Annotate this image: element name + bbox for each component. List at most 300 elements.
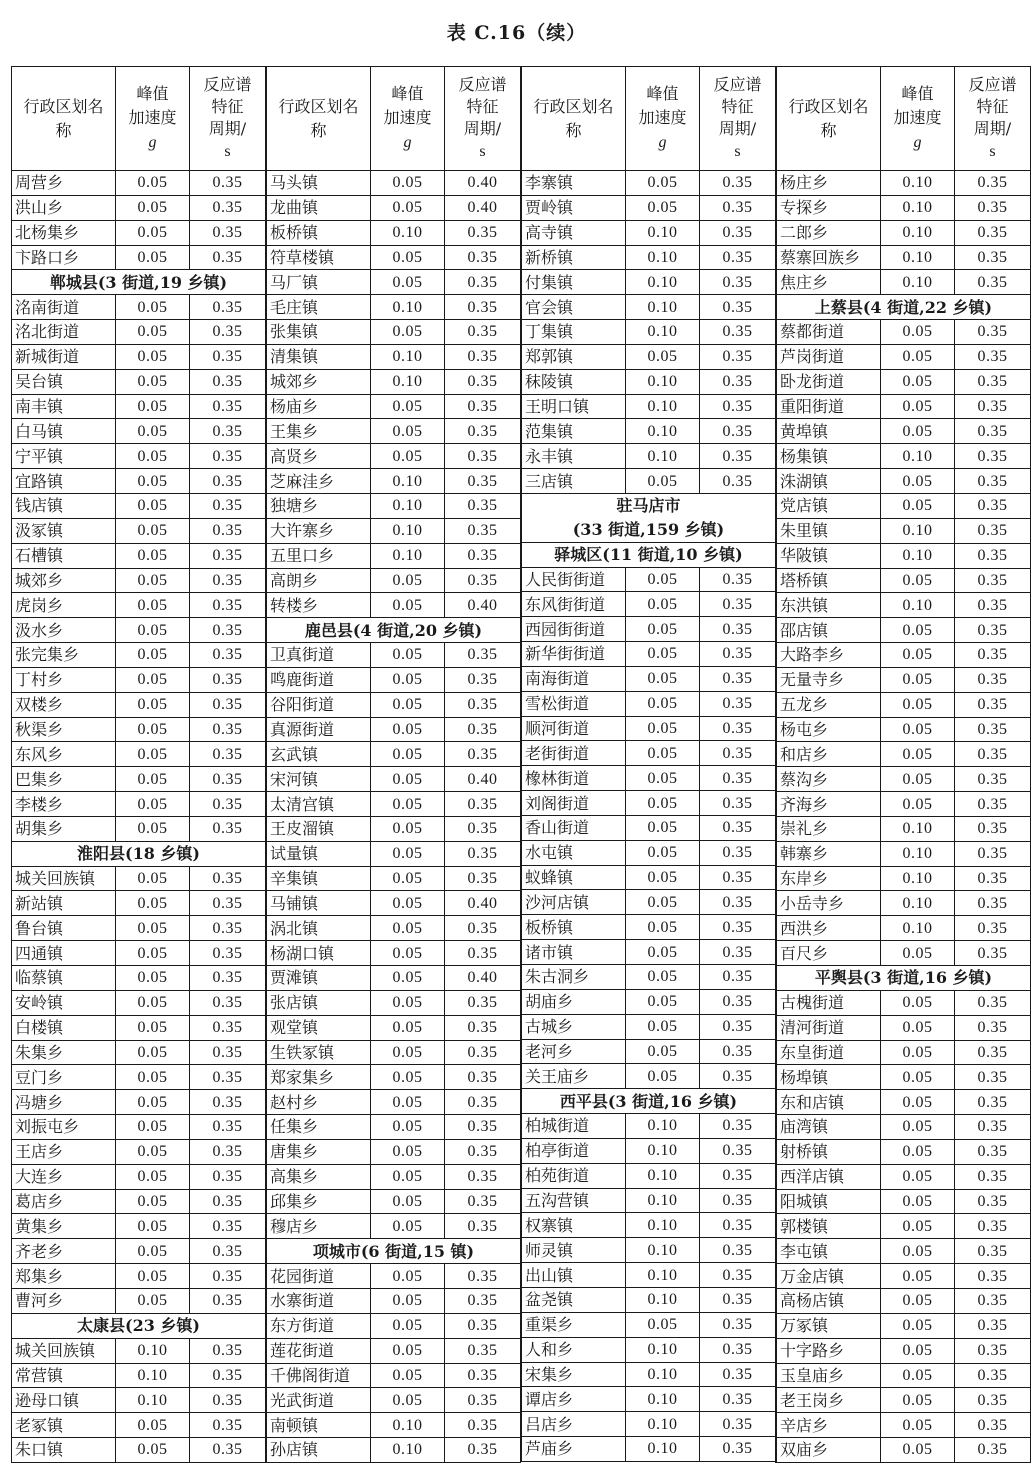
county-header: 上蔡县(4 街道,22 乡镇) (777, 295, 1031, 320)
table-row (12, 816, 266, 841)
table-row (267, 916, 521, 941)
area-name: 官会镇 (522, 295, 626, 320)
pga-value: 0.05 (371, 667, 445, 692)
city-header-row (522, 518, 776, 542)
period-value: 0.35 (700, 766, 776, 791)
area-name: 汲水乡 (12, 618, 116, 643)
area-name: 东洪镇 (777, 593, 881, 618)
pga-value: 0.05 (116, 1189, 190, 1214)
table-row (777, 891, 1031, 916)
period-value: 0.35 (445, 1065, 521, 1090)
area-name: 杨庙乡 (267, 394, 371, 419)
pga-value: 0.05 (116, 493, 190, 518)
table-row (12, 941, 266, 966)
group-header-row (522, 1089, 776, 1114)
pga-value: 0.05 (116, 1214, 190, 1239)
table-row (12, 543, 266, 568)
group-header-row (267, 618, 521, 643)
area-name: 宁平镇 (12, 444, 116, 469)
pga-value: 0.05 (371, 767, 445, 792)
area-name: 南顿镇 (267, 1413, 371, 1438)
area-name: 太清宫镇 (267, 792, 371, 817)
period-value: 0.35 (955, 1015, 1031, 1040)
period-value: 0.35 (445, 1189, 521, 1214)
period-value: 0.35 (190, 767, 266, 792)
period-value: 0.35 (445, 916, 521, 941)
period-value: 0.35 (955, 667, 1031, 692)
period-value: 0.35 (445, 1115, 521, 1140)
table-row (522, 220, 776, 245)
area-name: 鲁台镇 (12, 916, 116, 941)
table-row (522, 1138, 776, 1163)
table-row (267, 667, 521, 692)
pga-value: 0.05 (116, 593, 190, 618)
pga-value: 0.10 (626, 394, 700, 419)
pga-value: 0.05 (116, 220, 190, 245)
pga-value: 0.05 (116, 990, 190, 1015)
county-header: 项城市(6 街道,15 镇) (267, 1239, 521, 1264)
area-name: 高贤乡 (267, 444, 371, 469)
table-row (777, 1214, 1031, 1239)
table-row (777, 816, 1031, 841)
period-value: 0.35 (445, 990, 521, 1015)
pga-value: 0.05 (881, 419, 955, 444)
period-value: 0.35 (955, 692, 1031, 717)
area-name: 权寨镇 (522, 1213, 626, 1238)
table-row (522, 666, 776, 691)
period-value: 0.35 (190, 419, 266, 444)
period-value: 0.35 (700, 1263, 776, 1288)
pga-value: 0.05 (626, 592, 700, 617)
period-value: 0.35 (190, 966, 266, 991)
table-row (267, 543, 521, 568)
table-row (777, 220, 1031, 245)
period-value: 0.35 (445, 866, 521, 891)
period-value: 0.35 (445, 792, 521, 817)
pga-value: 0.10 (626, 1412, 700, 1437)
area-name: 秣陵镇 (522, 369, 626, 394)
period-value: 0.35 (190, 1139, 266, 1164)
area-name: 城关回族镇 (12, 1338, 116, 1363)
pga-value: 0.10 (371, 469, 445, 494)
table-row (12, 518, 266, 543)
pga-value: 0.05 (371, 1065, 445, 1090)
pga-value: 0.05 (116, 792, 190, 817)
table-row (267, 941, 521, 966)
pga-value: 0.10 (626, 1362, 700, 1387)
table-row (522, 295, 776, 320)
period-value: 0.35 (955, 916, 1031, 941)
table-row (12, 1040, 266, 1065)
pga-value: 0.05 (371, 444, 445, 469)
pga-value: 0.05 (371, 891, 445, 916)
pga-value: 0.05 (881, 1090, 955, 1115)
area-name: 朱古洞乡 (522, 965, 626, 990)
pga-value: 0.05 (371, 816, 445, 841)
table-row (12, 1288, 266, 1313)
pga-value: 0.05 (881, 469, 955, 494)
area-name: 五里口乡 (267, 543, 371, 568)
pga-value: 0.10 (626, 1138, 700, 1163)
area-name: 高集乡 (267, 1164, 371, 1189)
pga-value: 0.10 (371, 493, 445, 518)
period-value: 0.35 (700, 1064, 776, 1089)
table-row (267, 742, 521, 767)
area-name: 刘阁街道 (522, 791, 626, 816)
area-name: 五沟营镇 (522, 1188, 626, 1213)
county-header: 鹿邑县(4 街道,20 乡镇) (267, 618, 521, 643)
period-value: 0.35 (955, 1239, 1031, 1264)
period-value: 0.35 (955, 1164, 1031, 1189)
period-value: 0.35 (190, 369, 266, 394)
area-name: 马厂镇 (267, 270, 371, 295)
pga-value: 0.05 (371, 195, 445, 220)
pga-value: 0.05 (626, 691, 700, 716)
area-name: 人民街街道 (522, 567, 626, 592)
table-title: 表 C.16（续） (446, 22, 587, 44)
period-value: 0.35 (955, 1438, 1031, 1463)
period-value: 0.35 (190, 344, 266, 369)
table-row (777, 1189, 1031, 1214)
table-row (777, 245, 1031, 270)
pga-value: 0.10 (881, 270, 955, 295)
table-row (777, 1164, 1031, 1189)
area-name: 朱里镇 (777, 518, 881, 543)
area-name: 焦庄乡 (777, 270, 881, 295)
pga-value: 0.10 (371, 543, 445, 568)
table-row (12, 742, 266, 767)
area-name: 常营镇 (12, 1363, 116, 1388)
period-value: 0.35 (190, 1164, 266, 1189)
pga-value: 0.10 (881, 916, 955, 941)
pga-value: 0.10 (881, 543, 955, 568)
table-row (12, 1115, 266, 1140)
group-header-row (522, 542, 776, 567)
table-row (777, 792, 1031, 817)
pga-value: 0.05 (881, 667, 955, 692)
pga-value: 0.10 (626, 1387, 700, 1412)
table-row (12, 1338, 266, 1363)
period-value: 0.35 (190, 469, 266, 494)
pga-value: 0.10 (881, 891, 955, 916)
pga-value: 0.10 (371, 344, 445, 369)
period-value: 0.35 (445, 369, 521, 394)
area-name: 马头镇 (267, 171, 371, 196)
area-name: 新华街街道 (522, 642, 626, 667)
table-row (777, 667, 1031, 692)
table-row (777, 171, 1031, 196)
area-name: 丁集镇 (522, 320, 626, 345)
table-row (522, 1163, 776, 1188)
area-name: 生铁冢镇 (267, 1040, 371, 1065)
period-value: 0.35 (445, 493, 521, 518)
pga-value: 0.05 (371, 1164, 445, 1189)
period-value: 0.35 (190, 667, 266, 692)
area-name: 蔡都街道 (777, 320, 881, 345)
period-value: 0.35 (445, 1015, 521, 1040)
period-value: 0.35 (700, 245, 776, 270)
table-row (522, 617, 776, 642)
period-value: 0.35 (955, 866, 1031, 891)
pga-value: 0.10 (881, 245, 955, 270)
table-row (522, 766, 776, 791)
table-row (267, 419, 521, 444)
table-row (267, 444, 521, 469)
pga-value: 0.05 (371, 270, 445, 295)
area-name: 关王庙乡 (522, 1064, 626, 1089)
pga-value: 0.05 (116, 1090, 190, 1115)
area-name: 洙湖镇 (777, 469, 881, 494)
table-row (267, 1164, 521, 1189)
pga-value: 0.05 (626, 1312, 700, 1337)
area-name: 胡庙乡 (522, 989, 626, 1014)
table-row (267, 792, 521, 817)
period-value: 0.35 (190, 1189, 266, 1214)
table-row (267, 1438, 521, 1463)
period-value: 0.35 (955, 1413, 1031, 1438)
table-row (12, 767, 266, 792)
period-value: 0.35 (445, 1313, 521, 1338)
period-value: 0.35 (190, 643, 266, 668)
area-name: 马铺镇 (267, 891, 371, 916)
table-row (12, 419, 266, 444)
table-row (777, 692, 1031, 717)
period-value: 0.35 (955, 270, 1031, 295)
table-row (522, 965, 776, 990)
pga-value: 0.10 (626, 1287, 700, 1312)
pga-value: 0.05 (371, 717, 445, 742)
area-name: 涡北镇 (267, 916, 371, 941)
period-value: 0.35 (955, 990, 1031, 1015)
table-row (522, 270, 776, 295)
header-name: 行政区划名 称 (522, 67, 626, 171)
period-value: 0.35 (190, 916, 266, 941)
table-row (777, 320, 1031, 345)
pga-value: 0.05 (626, 469, 700, 494)
pga-value: 0.05 (881, 1115, 955, 1140)
area-name: 试量镇 (267, 841, 371, 866)
pga-value: 0.05 (626, 791, 700, 816)
table-row (522, 320, 776, 345)
period-value: 0.35 (700, 1039, 776, 1064)
area-name: 老王岗乡 (777, 1388, 881, 1413)
pga-value: 0.05 (116, 469, 190, 494)
period-value: 0.35 (700, 419, 776, 444)
table-row (777, 866, 1031, 891)
area-name: 芦岗街道 (777, 344, 881, 369)
period-value: 0.35 (445, 692, 521, 717)
area-name: 古槐街道 (777, 990, 881, 1015)
pga-value: 0.05 (371, 1214, 445, 1239)
table-row (522, 567, 776, 592)
pga-value: 0.10 (626, 1163, 700, 1188)
table-row (267, 717, 521, 742)
period-value: 0.35 (955, 195, 1031, 220)
period-value: 0.35 (445, 1338, 521, 1363)
area-name: 郑郭镇 (522, 344, 626, 369)
group-header-row (12, 1313, 266, 1338)
area-name: 李屯镇 (777, 1239, 881, 1264)
table-row (267, 295, 521, 320)
area-name: 大连乡 (12, 1164, 116, 1189)
table-row (522, 1213, 776, 1238)
pga-value: 0.05 (626, 890, 700, 915)
table-row (777, 841, 1031, 866)
area-name: 蔡寨回族乡 (777, 245, 881, 270)
table-row (522, 1114, 776, 1139)
table-row (267, 866, 521, 891)
table-row (267, 1264, 521, 1289)
table-row (267, 469, 521, 494)
period-value: 0.35 (955, 394, 1031, 419)
pga-value: 0.05 (626, 567, 700, 592)
area-name: 黄埠镇 (777, 419, 881, 444)
table-row (522, 642, 776, 667)
pga-value: 0.10 (626, 245, 700, 270)
table-row (12, 1189, 266, 1214)
table-row (267, 1313, 521, 1338)
table-row (267, 195, 521, 220)
table-row (267, 344, 521, 369)
pga-value: 0.05 (626, 716, 700, 741)
area-name: 和店乡 (777, 742, 881, 767)
area-name: 西园街街道 (522, 617, 626, 642)
period-value: 0.35 (190, 245, 266, 270)
period-value: 0.35 (190, 941, 266, 966)
pga-value: 0.10 (116, 1338, 190, 1363)
table-row (777, 344, 1031, 369)
table-row (777, 1338, 1031, 1363)
table-row (522, 245, 776, 270)
period-value: 0.35 (955, 469, 1031, 494)
pga-value: 0.05 (116, 1164, 190, 1189)
pga-value: 0.05 (116, 1288, 190, 1313)
header-row (267, 67, 521, 171)
table-row (267, 1413, 521, 1438)
pga-value: 0.10 (626, 1238, 700, 1263)
area-name: 重渠乡 (522, 1312, 626, 1337)
pga-value: 0.05 (881, 1363, 955, 1388)
pga-value: 0.05 (116, 1040, 190, 1065)
pga-value: 0.05 (881, 493, 955, 518)
period-value: 0.35 (955, 1264, 1031, 1289)
city-header: 驻马店市 (522, 493, 776, 517)
pga-value: 0.10 (881, 866, 955, 891)
pga-value: 0.05 (116, 816, 190, 841)
period-value: 0.40 (445, 891, 521, 916)
pga-value: 0.05 (116, 717, 190, 742)
table-row (12, 643, 266, 668)
area-name: 郭楼镇 (777, 1214, 881, 1239)
period-value: 0.35 (445, 643, 521, 668)
table-row (522, 1039, 776, 1064)
period-value: 0.35 (445, 1090, 521, 1115)
area-name: 洺北街道 (12, 320, 116, 345)
table-row (777, 916, 1031, 941)
period-value: 0.35 (190, 1288, 266, 1313)
area-name: 专探乡 (777, 195, 881, 220)
table-row (522, 791, 776, 816)
pga-value: 0.10 (626, 444, 700, 469)
period-value: 0.35 (190, 295, 266, 320)
area-name: 真源街道 (267, 717, 371, 742)
pga-value: 0.05 (881, 618, 955, 643)
pga-value: 0.05 (371, 1040, 445, 1065)
pga-value: 0.10 (626, 369, 700, 394)
pga-value: 0.05 (371, 1363, 445, 1388)
pga-value: 0.05 (116, 195, 190, 220)
pga-value: 0.05 (626, 989, 700, 1014)
table-row (267, 891, 521, 916)
pga-value: 0.10 (626, 270, 700, 295)
area-name: 朱集乡 (12, 1040, 116, 1065)
table-row (522, 1337, 776, 1362)
area-name: 水屯镇 (522, 840, 626, 865)
pga-value: 0.05 (626, 815, 700, 840)
period-value: 0.35 (445, 667, 521, 692)
period-value: 0.35 (445, 245, 521, 270)
table-row (267, 1189, 521, 1214)
pga-value: 0.05 (881, 717, 955, 742)
period-value: 0.35 (445, 1388, 521, 1413)
period-value: 0.35 (955, 171, 1031, 196)
pga-value: 0.05 (881, 1388, 955, 1413)
pga-value: 0.05 (116, 667, 190, 692)
area-name: 周营乡 (12, 171, 116, 196)
period-value: 0.35 (190, 717, 266, 742)
pga-value: 0.05 (881, 1264, 955, 1289)
area-name: 王明口镇 (522, 394, 626, 419)
period-value: 0.40 (445, 593, 521, 618)
table-row (777, 1090, 1031, 1115)
pga-value: 0.05 (881, 1065, 955, 1090)
period-value: 0.35 (190, 1239, 266, 1264)
table-row (522, 1287, 776, 1312)
period-value: 0.40 (445, 767, 521, 792)
area-name: 永丰镇 (522, 444, 626, 469)
pga-value: 0.05 (881, 1214, 955, 1239)
header-period: 反应谱 特征 周期/ s (955, 67, 1031, 171)
pga-value: 0.05 (116, 568, 190, 593)
table-row (267, 692, 521, 717)
area-name: 人和乡 (522, 1337, 626, 1362)
period-value: 0.35 (955, 816, 1031, 841)
pga-value: 0.05 (371, 841, 445, 866)
pga-value: 0.10 (881, 816, 955, 841)
period-value: 0.35 (445, 717, 521, 742)
area-name: 蔡沟乡 (777, 767, 881, 792)
pga-value: 0.05 (116, 742, 190, 767)
header-pga: 峰值 加速度 g (881, 67, 955, 171)
area-name: 转楼乡 (267, 593, 371, 618)
area-name: 小岳寺乡 (777, 891, 881, 916)
period-value: 0.35 (700, 1188, 776, 1213)
area-name: 南海街道 (522, 666, 626, 691)
period-value: 0.35 (700, 965, 776, 990)
area-name: 韩寨乡 (777, 841, 881, 866)
table-row (522, 419, 776, 444)
pga-value: 0.10 (626, 220, 700, 245)
pga-value: 0.05 (116, 1065, 190, 1090)
period-value: 0.35 (700, 691, 776, 716)
pga-value: 0.05 (626, 940, 700, 965)
area-name: 卧龙街道 (777, 369, 881, 394)
pga-value: 0.05 (116, 171, 190, 196)
area-name: 十字路乡 (777, 1338, 881, 1363)
area-name: 秋渠乡 (12, 717, 116, 742)
area-name: 毛庄镇 (267, 295, 371, 320)
area-name: 盆尧镇 (522, 1287, 626, 1312)
